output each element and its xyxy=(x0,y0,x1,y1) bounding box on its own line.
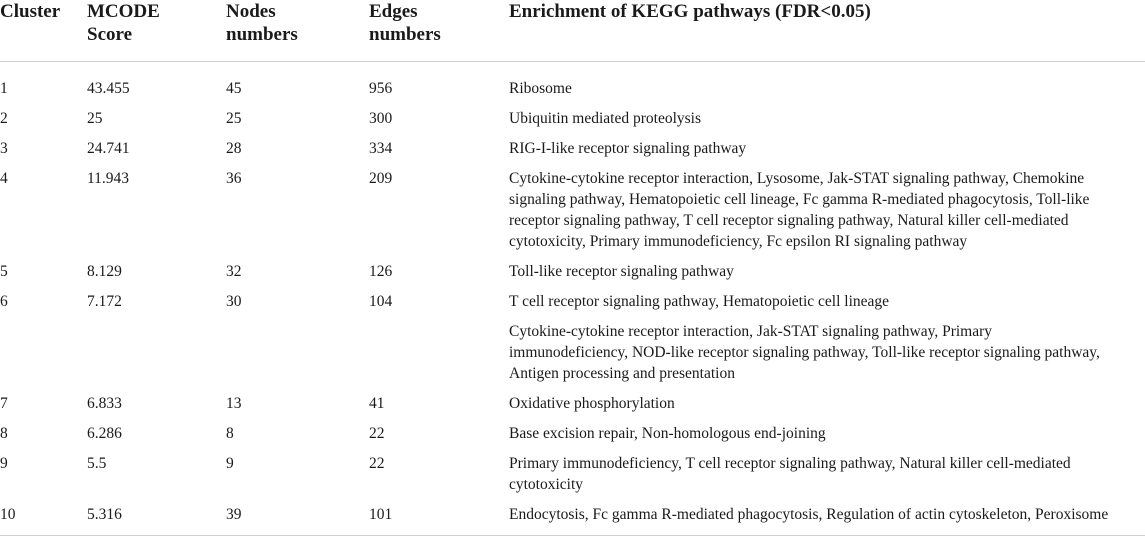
header-line: Enrichment of KEGG pathways (FDR<0.05) xyxy=(509,1,871,22)
header-mcode-score xyxy=(87,0,226,61)
edges-cell: 101 xyxy=(369,505,393,523)
nodes-cell: 13 xyxy=(226,394,242,412)
table-row xyxy=(0,129,1145,159)
cluster-cell: 7 xyxy=(0,394,8,412)
kegg-pathways-cell xyxy=(509,61,1145,99)
pathway-text-line: cytotoxicity, Primary immunodeficiency, Fc epsilon RI signaling pathway xyxy=(509,232,968,250)
pathway-text-line: Oxidative phosphorylation xyxy=(509,394,675,412)
header-line: numbers xyxy=(369,24,441,45)
kegg-pathways-cell xyxy=(509,252,1145,282)
mcode-score-cell: 43.455 xyxy=(87,79,130,97)
nodes-cell: 30 xyxy=(226,292,242,310)
cluster-cell: 3 xyxy=(0,139,8,157)
mcode-score-cell: 25 xyxy=(87,109,103,127)
header-kegg-enrichment xyxy=(509,0,1145,61)
pathway-text-line: T cell receptor signaling pathway, Hematopoietic cell lineage xyxy=(509,292,890,310)
mcode-score-cell: 24.741 xyxy=(87,139,130,157)
table-row xyxy=(0,282,1145,312)
header-line: Cluster xyxy=(0,1,61,22)
pathway-text-line: RIG-I-like receptor signaling pathway xyxy=(509,139,747,157)
nodes-cell: 25 xyxy=(226,109,242,127)
cluster-cell: 8 xyxy=(0,424,8,442)
header-line: Edges xyxy=(369,1,418,22)
kegg-pathways-cell xyxy=(509,414,1145,444)
mcode-score-cell: 5.316 xyxy=(87,505,122,523)
table-row xyxy=(0,252,1145,282)
mcode-score-cell: 7.172 xyxy=(87,292,122,310)
edges-cell: 334 xyxy=(369,139,393,157)
edges-cell: 300 xyxy=(369,109,393,127)
pathway-text-line: Toll-like receptor signaling pathway xyxy=(509,262,734,280)
header-line: numbers xyxy=(226,24,298,45)
table-row xyxy=(0,414,1145,444)
pathway-text-line: Cytokine-cytokine receptor interaction, Jak-STAT signaling pathway, Primary xyxy=(509,322,993,340)
cluster-cell: 9 xyxy=(0,454,8,472)
kegg-pathways-cell xyxy=(509,159,1145,252)
cluster-cell: 1 xyxy=(0,79,8,97)
cluster-cell: 5 xyxy=(0,262,8,280)
nodes-cell xyxy=(226,312,369,384)
edges-cell: 41 xyxy=(369,394,385,412)
kegg-pathways-cell xyxy=(509,384,1145,414)
mcode-score-cell: 6.286 xyxy=(87,424,122,442)
header-edges-numbers xyxy=(369,0,509,61)
pathway-text-line: immunodeficiency, NOD-like receptor signaling pathway, Toll-like receptor signaling pathway, xyxy=(509,343,1100,361)
pathway-text-line: Endocytosis, Fc gamma R-mediated phagocytosis, Regulation of actin cytoskeleton, Peroxisome xyxy=(509,505,1109,523)
cluster-cell xyxy=(0,312,87,384)
table-row xyxy=(0,61,1145,99)
nodes-cell: 28 xyxy=(226,139,242,157)
table-row xyxy=(0,384,1145,414)
kegg-pathways-cell xyxy=(509,312,1145,384)
table-row xyxy=(0,159,1145,252)
kegg-pathways-cell xyxy=(509,129,1145,159)
mcode-score-cell: 5.5 xyxy=(87,454,107,472)
edges-cell: 22 xyxy=(369,424,385,442)
cluster-cell: 6 xyxy=(0,292,8,310)
kegg-pathways-cell xyxy=(509,282,1145,312)
nodes-cell: 9 xyxy=(226,454,234,472)
kegg-pathways-cell xyxy=(509,495,1145,536)
table-header-row xyxy=(0,0,1145,61)
nodes-cell: 39 xyxy=(226,505,242,523)
cluster-cell: 4 xyxy=(0,169,8,187)
mcode-score-cell: 11.943 xyxy=(87,169,130,187)
mcode-score-cell: 6.833 xyxy=(87,394,122,412)
kegg-pathways-cell xyxy=(509,444,1145,495)
edges-cell: 22 xyxy=(369,454,385,472)
cluster-cell: 2 xyxy=(0,109,8,127)
pathway-text-line: Base excision repair, Non-homologous end-joining xyxy=(509,424,826,442)
nodes-cell: 45 xyxy=(226,79,242,97)
nodes-cell: 8 xyxy=(226,424,234,442)
edges-cell: 956 xyxy=(369,79,393,97)
mcode-score-cell xyxy=(87,312,226,384)
edges-cell: 104 xyxy=(369,292,393,310)
cluster-cell: 10 xyxy=(0,505,16,523)
pathway-text-line: cytotoxicity xyxy=(509,475,584,493)
table-row xyxy=(0,444,1145,495)
mcode-score-cell: 8.129 xyxy=(87,262,122,280)
pathway-text-line: Ubiquitin mediated proteolysis xyxy=(509,109,702,127)
pathway-text-line: Ribosome xyxy=(509,79,572,97)
pathway-text-line: receptor signaling pathway, T cell receptor signaling pathway, Natural killer cell-mediated xyxy=(509,211,1069,229)
header-cluster xyxy=(0,0,87,61)
edges-cell: 209 xyxy=(369,169,393,187)
header-line: Score xyxy=(87,24,133,45)
header-line: Nodes xyxy=(226,1,276,22)
table-row xyxy=(0,312,1145,384)
table-row xyxy=(0,99,1145,129)
pathway-text-line: Antigen processing and presentation xyxy=(509,364,735,382)
kegg-pathways-cell xyxy=(509,99,1145,129)
nodes-cell: 32 xyxy=(226,262,242,280)
edges-cell: 126 xyxy=(369,262,393,280)
edges-cell xyxy=(369,312,509,384)
pathway-text-line: Primary immunodeficiency, T cell receptor signaling pathway, Natural killer cell-mediated xyxy=(509,454,1071,472)
pathway-text-line: Cytokine-cytokine receptor interaction, Lysosome, Jak-STAT signaling pathway, Chemokine xyxy=(509,169,1085,187)
header-line: MCODE xyxy=(87,1,160,22)
pathway-text-line: signaling pathway, Hematopoietic cell lineage, Fc gamma R-mediated phagocytosis, Toll-like xyxy=(509,190,1090,208)
nodes-cell: 36 xyxy=(226,169,242,187)
header-nodes-numbers xyxy=(226,0,369,61)
table-row xyxy=(0,495,1145,536)
table-body xyxy=(0,61,1145,535)
